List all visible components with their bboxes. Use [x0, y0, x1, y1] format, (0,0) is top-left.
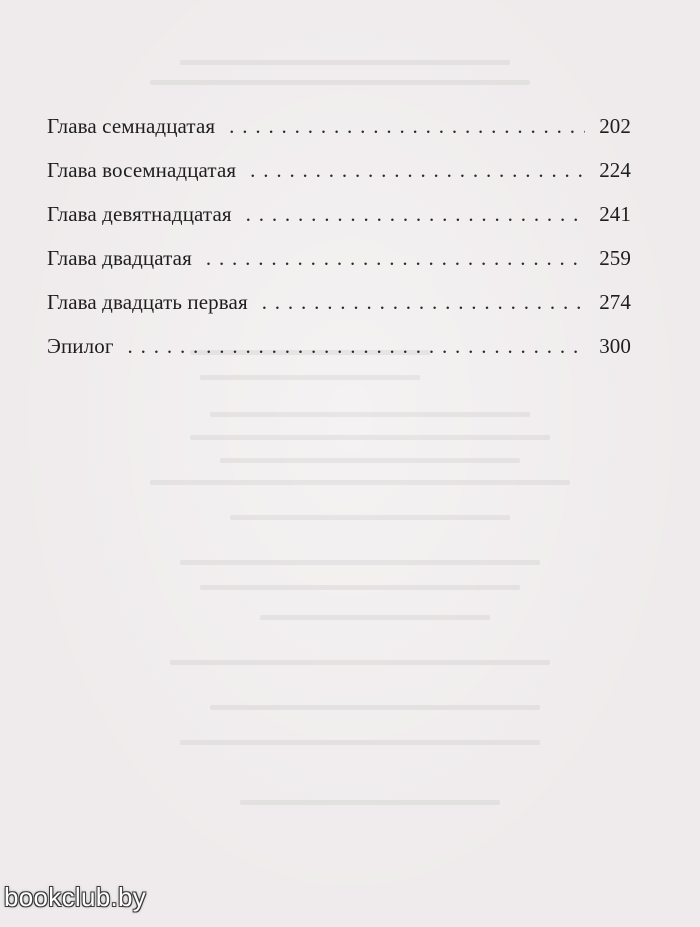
toc-entry-page: 259 — [599, 246, 631, 270]
toc-entry — [47, 236, 631, 280]
dot-leader — [229, 104, 585, 148]
site-watermark: bookclub.by — [4, 882, 147, 912]
toc-entry-page: 274 — [599, 290, 631, 314]
toc-entry — [47, 280, 631, 324]
toc-entry-page: 241 — [599, 202, 631, 226]
toc-entry-page: 202 — [599, 114, 631, 138]
toc-entry-page: 224 — [599, 158, 631, 182]
table-of-contents — [47, 104, 631, 368]
dot-leader — [206, 236, 585, 280]
dot-leader — [262, 280, 585, 324]
toc-entry — [47, 324, 631, 368]
toc-entry-title: Глава девятнадцатая — [47, 202, 232, 226]
dot-leader — [128, 324, 585, 368]
toc-entry — [47, 192, 631, 236]
toc-entry-title: Глава двадцатая — [47, 246, 192, 270]
toc-entry-title: Глава восемнадцатая — [47, 158, 237, 182]
toc-entry — [47, 104, 631, 148]
toc-entry-page: 300 — [599, 334, 631, 358]
toc-entry-title: Глава двадцать первая — [47, 290, 248, 314]
toc-entry-title: Глава семнадцатая — [47, 114, 216, 138]
dot-leader — [250, 148, 585, 192]
toc-entry — [47, 148, 631, 192]
toc-entry-title: Эпилог — [47, 334, 114, 358]
dot-leader — [246, 192, 585, 236]
